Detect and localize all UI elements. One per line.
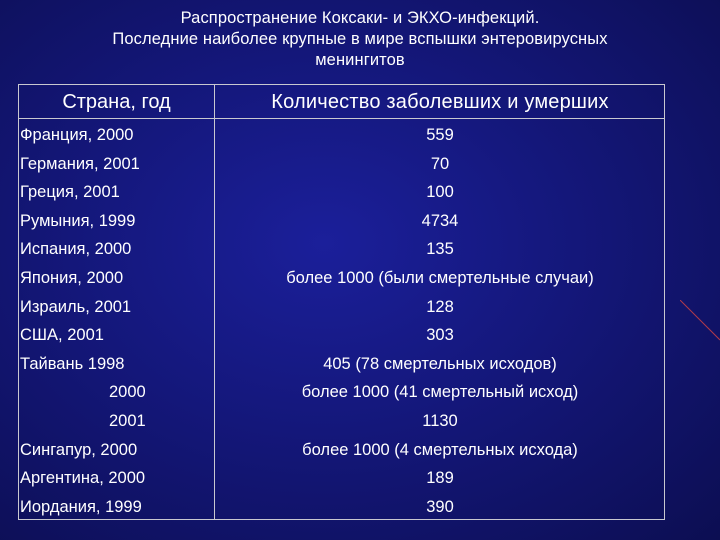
country-cell: Аргентина, 2000	[20, 469, 146, 488]
count-cell: 100	[426, 183, 454, 202]
count-cell: 390	[426, 497, 454, 516]
country-cell: 2001	[109, 411, 146, 430]
count-cell: 559	[426, 126, 454, 144]
title-line-2: Последние наиболее крупные в мире вспышки энтеровирусных	[112, 30, 608, 48]
table-row	[19, 293, 664, 322]
outbreak-table	[18, 84, 665, 520]
title-line-1: Распространение Коксаки- и ЭКХО-инфекций.	[180, 9, 540, 27]
country-cell: Япония, 2000	[20, 268, 124, 287]
count-cell: 405 (78 смертельных исходов)	[323, 354, 557, 373]
count-cell: 128	[426, 297, 454, 316]
table-row	[19, 493, 664, 522]
country-cell: Румыния, 1999	[20, 211, 136, 230]
count-cell: 1130	[422, 411, 458, 430]
table-row	[19, 378, 664, 407]
table-row	[19, 207, 664, 236]
count-cell: более 1000 (были смертельные случаи)	[286, 268, 594, 287]
table-row	[19, 178, 664, 207]
count-cell: более 1000 (41 смертельный исход)	[301, 383, 579, 402]
country-cell: Израиль, 2001	[20, 297, 132, 316]
decorative-line	[680, 300, 720, 360]
count-cell: 303	[426, 326, 454, 345]
table-row	[19, 436, 664, 465]
table-row	[19, 121, 664, 150]
table-body	[19, 121, 664, 521]
country-cell: Сингапур, 2000	[20, 440, 138, 459]
country-cell: Германия, 2001	[20, 154, 140, 173]
table-row	[19, 321, 664, 350]
country-cell: Греция, 2001	[20, 183, 120, 202]
title-line-3: менингитов	[315, 51, 405, 69]
header-count: Количество заболевших и умерших	[271, 91, 609, 113]
count-cell: 135	[426, 240, 454, 259]
count-cell: 70	[430, 154, 450, 173]
table-row	[19, 407, 664, 436]
slide-title	[60, 8, 660, 71]
table-row	[19, 464, 664, 493]
table-header	[19, 85, 664, 119]
count-cell: 4734	[421, 211, 459, 230]
table-row	[19, 350, 664, 379]
country-cell: Тайвань 1998	[20, 354, 125, 373]
table-row	[19, 264, 664, 293]
count-cell: более 1000 (4 смертельных исхода)	[302, 440, 578, 459]
country-cell: 2000	[109, 383, 146, 402]
table-row	[19, 150, 664, 179]
header-country-year: Страна, год	[62, 91, 171, 113]
country-cell: Франция, 2000	[20, 126, 134, 144]
country-cell: Испания, 2000	[20, 240, 132, 259]
count-cell: 189	[426, 469, 454, 488]
table-row	[19, 235, 664, 264]
country-cell: США, 2001	[20, 326, 104, 345]
country-cell: Иордания, 1999	[20, 497, 142, 516]
